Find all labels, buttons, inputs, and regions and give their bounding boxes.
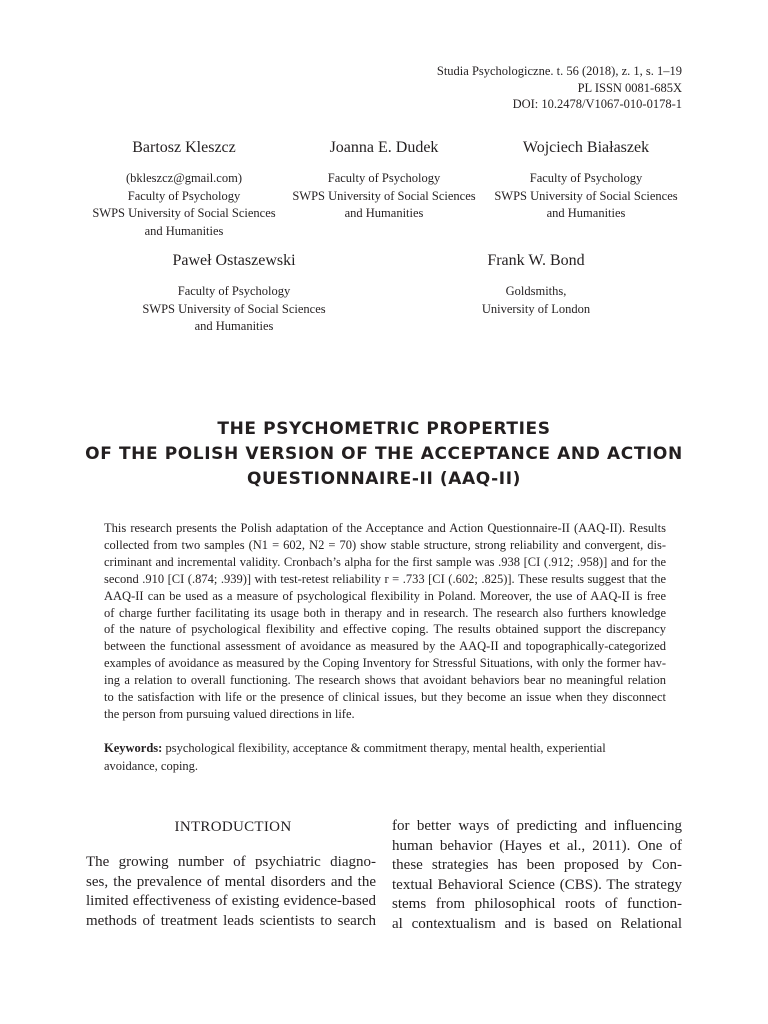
- body-line: ses, the prevalence of mental disorders and the: [86, 873, 376, 890]
- keywords-text: psychological flexibility, acceptance & commitment therapy, mental health, experiential: [162, 741, 606, 755]
- title-line: QUESTIONNAIRE-II (AAQ-II): [246, 469, 522, 489]
- journal-doi: DOI: 10.2478/V1067-010-0178-1: [512, 97, 682, 111]
- abstract: [104, 520, 666, 723]
- affiliation-line: and Humanities: [194, 319, 274, 333]
- abstract-line: examples of avoidance as measured by the Coping Inventory for Stressful Situations, with only the former hav-: [104, 656, 666, 671]
- title-line: THE PSYCHOMETRIC PROPERTIES: [217, 419, 551, 439]
- keywords: [104, 740, 666, 775]
- affiliation-line: and Humanities: [144, 223, 224, 238]
- abstract-line: of charge further facilitating its usage both in therapy and in research. The research also furthers knowledge: [104, 605, 666, 620]
- author-name: Joanna E. Dudek: [329, 139, 439, 156]
- paper-title: [60, 417, 708, 492]
- affiliation-line: Goldsmiths,: [505, 284, 567, 298]
- body-line: stems from philosophical roots of function-: [392, 896, 682, 913]
- abstract-line: second .910 [CI (.874; .939)] with test-retest reliability r = .733 [CI (.602; .825)]. These results suggest that the: [104, 571, 666, 586]
- body-line: The growing number of psychiatric diagno-: [86, 854, 376, 870]
- body-line: limited effectiveness of existing evidence-based: [86, 893, 376, 910]
- affiliation-line: SWPS University of Social Sciences: [142, 301, 326, 316]
- abstract-line: ing a relation to overall functioning. The research shows that avoidant behaviors bear no meaningful relation: [104, 673, 666, 688]
- affiliation-line: and Humanities: [546, 206, 626, 220]
- body-line: textual Behavioral Science (CBS). The strategy: [392, 876, 682, 893]
- body-line: human behavior (Hayes et al., 2011). One of: [392, 837, 682, 854]
- author-email: (bkleszcz@gmail.com): [126, 171, 242, 185]
- body-column-right: [392, 817, 682, 935]
- abstract-line: collected from two samples (N1 = 602, N2 = 70) show stable structure, strong reliability and convergent, dis-: [104, 537, 666, 552]
- abstract-line: the person from pursuing valued directions in life.: [104, 706, 355, 721]
- author-block: [486, 138, 686, 223]
- author-block: [86, 138, 282, 240]
- body-column-left: [86, 853, 376, 931]
- section-heading-introduction: INTRODUCTION: [174, 819, 292, 835]
- keywords-line: avoidance, coping.: [104, 758, 199, 773]
- abstract-line: This research presents the Polish adaptation of the Acceptance and Action Questionnaire-II (AAQ-II). Results: [104, 521, 666, 535]
- keywords-label: Keywords:: [104, 741, 163, 755]
- body-line: methods of treatment leads scientists to search: [86, 912, 376, 929]
- body-line: these strategies has been proposed by Con-: [392, 857, 682, 874]
- journal-citation: Studia Psychologiczne. t. 56 (2018), z. 1, s. 1–19: [436, 64, 682, 78]
- author-name: Wojciech Białaszek: [522, 139, 650, 156]
- author-block: [284, 138, 484, 223]
- author-name: Frank W. Bond: [487, 252, 585, 269]
- abstract-line: AAQ-II can be used as a measure of psychological flexibility in Poland. Moreover, the use of AAQ-II is free: [104, 588, 666, 603]
- affiliation-line: Faculty of Psychology: [529, 171, 643, 185]
- title-line: OF THE POLISH VERSION OF THE ACCEPTANCE AND ACTION: [85, 444, 683, 464]
- abstract-line: to the satisfaction with life or the presence of clinical issues, but they become an issue when they disconnect: [104, 690, 666, 705]
- author-name: Paweł Ostaszewski: [172, 252, 296, 269]
- journal-header: [437, 63, 682, 113]
- affiliation-line: University of London: [481, 301, 591, 316]
- affiliation-line: SWPS University of Social Sciences: [292, 188, 476, 203]
- abstract-line: between the functional assessment of avoidance as measured by the AAQ-II and topographically-categorized: [104, 639, 666, 654]
- keywords-line: [104, 740, 666, 758]
- author-block: [436, 251, 636, 318]
- abstract-line: of the nature of psychological flexibility and effective coping. The results obtained support the discrepancy: [104, 622, 666, 637]
- affiliation-line: SWPS University of Social Sciences: [494, 188, 678, 203]
- author-block: [134, 251, 334, 336]
- affiliation-line: Faculty of Psychology: [327, 171, 441, 185]
- abstract-line: criminant and incremental validity. Cronbach’s alpha for the first sample was .938 [CI (.912; .958)] and for the: [104, 554, 666, 569]
- affiliation-line: Faculty of Psychology: [127, 188, 241, 203]
- journal-issn: PL ISSN 0081-685X: [577, 80, 682, 95]
- author-name: Bartosz Kleszcz: [132, 139, 236, 156]
- body-line: al contextualism and is based on Relational: [392, 915, 682, 932]
- affiliation-line: Faculty of Psychology: [177, 284, 291, 298]
- body-line: for better ways of predicting and influencing: [392, 818, 682, 834]
- affiliation-line: and Humanities: [344, 206, 424, 220]
- affiliation-line: SWPS University of Social Sciences: [92, 206, 276, 220]
